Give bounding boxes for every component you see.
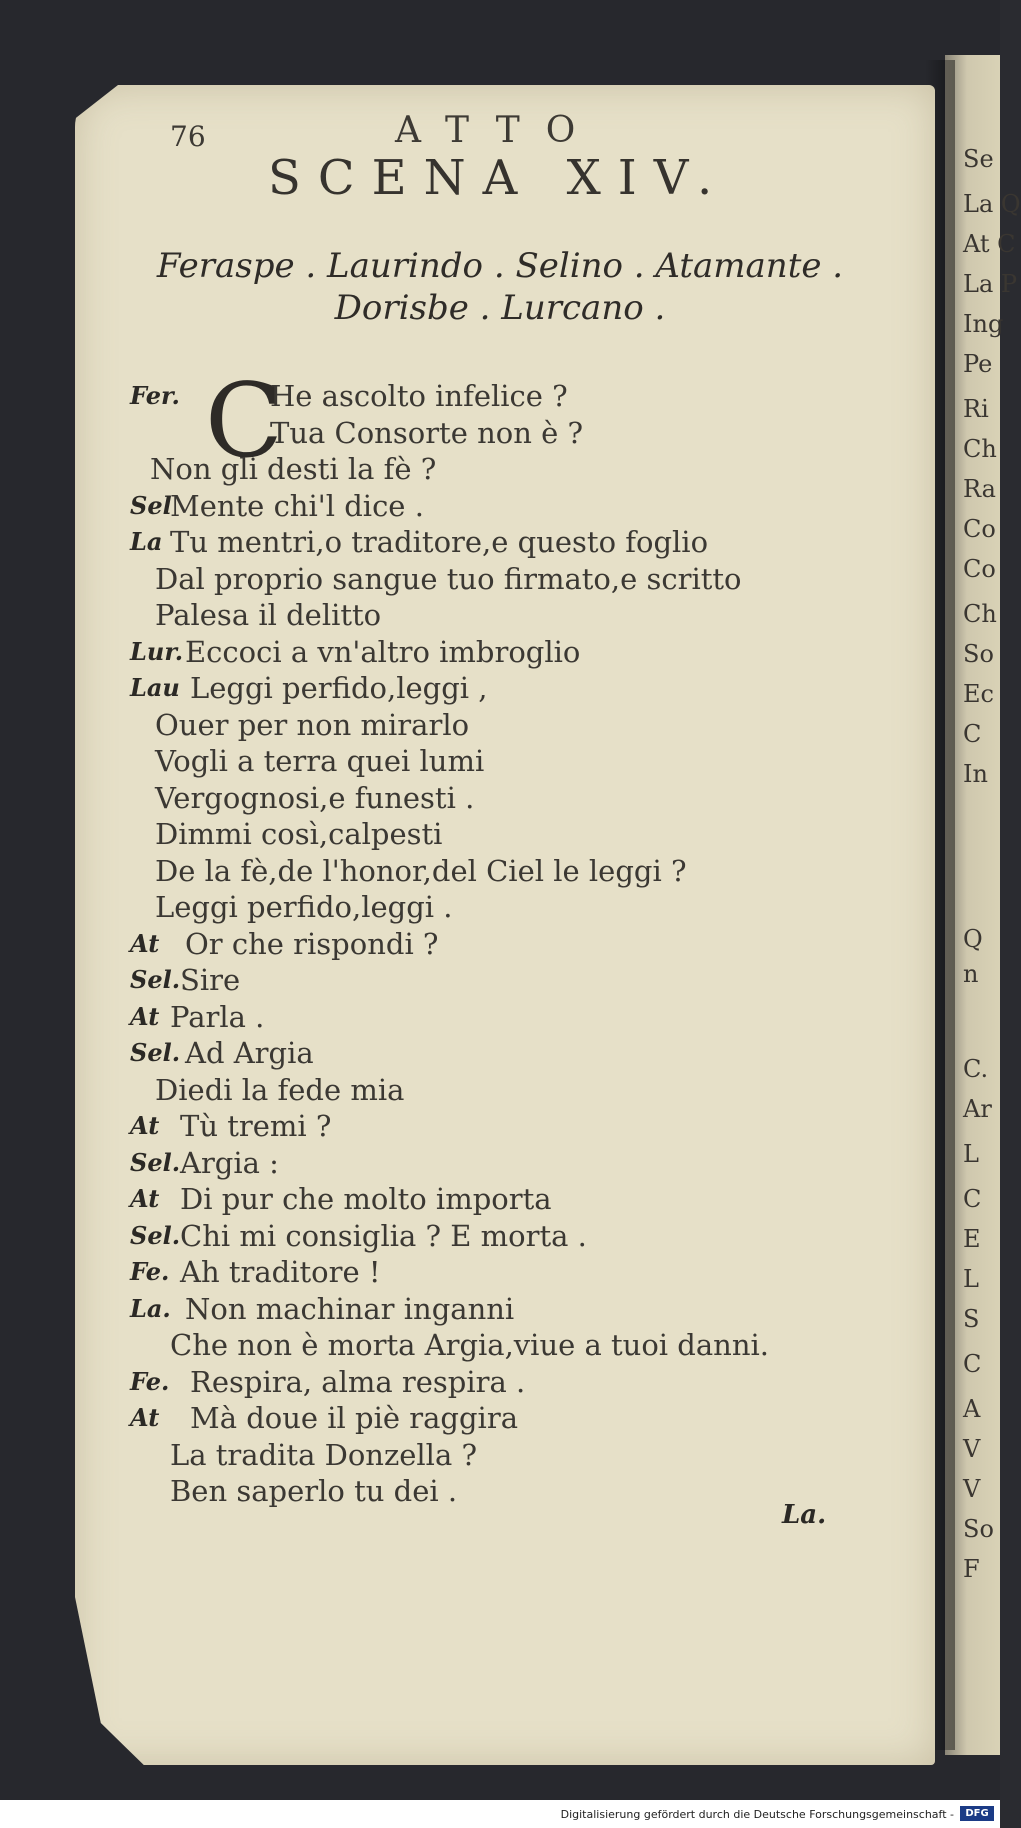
- facing-page-fragment: La P: [963, 270, 1018, 298]
- verse-text: Mà doue il piè raggira: [190, 1401, 518, 1435]
- character-list-line-2: Dorisbe . Lurcano .: [334, 288, 666, 328]
- facing-page-fragment: C.: [963, 1055, 989, 1083]
- dialogue-line: [130, 962, 920, 999]
- verse-text: Or che rispondi ?: [185, 926, 439, 961]
- facing-page-fragment: Ch: [963, 600, 997, 628]
- dfg-logo: DFG: [960, 1806, 994, 1821]
- facing-page-fragment: Ra: [963, 475, 996, 503]
- verse-text: La tradita Donzella ?: [170, 1437, 478, 1472]
- facing-page-fragment: La Q: [963, 190, 1021, 218]
- speaker-label: Sel.: [130, 1220, 181, 1250]
- dialogue-line: [130, 816, 920, 853]
- dialogue-line: [130, 378, 920, 415]
- facing-page-fragment: So: [963, 1515, 994, 1543]
- dialogue-line: [130, 1218, 920, 1255]
- dialogue-line: [130, 743, 920, 780]
- verse-text: Non machinar inganni: [185, 1291, 515, 1326]
- verse-text: Leggi perfido,leggi .: [155, 890, 453, 924]
- dialogue-line: [130, 488, 920, 525]
- facing-page-fragment: V: [963, 1475, 981, 1503]
- verse-text: Parla .: [170, 999, 265, 1034]
- running-head: ATTO: [395, 110, 602, 151]
- verse-text: De la fè,de l'honor,del Ciel le leggi ?: [155, 853, 687, 888]
- verse-text: Argia :: [180, 1145, 279, 1180]
- facing-page-fragment: Ec: [963, 680, 994, 708]
- footer-credit: Digitalisierung gefördert durch die Deutsche Forschungsgemeinschaft -: [560, 1808, 954, 1821]
- verse-text: Chi mi consiglia ? E morta .: [180, 1218, 587, 1253]
- facing-page-fragment: At C: [963, 230, 1016, 258]
- dialogue-line: [130, 670, 920, 707]
- verse-text: Mente chi'l dice .: [170, 488, 424, 523]
- dialogue-line: [130, 1181, 920, 1218]
- verse-text: Dal proprio sangue tuo firmato,e scritto: [155, 561, 742, 596]
- dialogue-line: [130, 1291, 920, 1328]
- dialogue-line: [130, 1035, 920, 1072]
- scene-title: SCENA XIV.: [268, 150, 730, 206]
- dialogue-line: [130, 1437, 920, 1474]
- facing-page-fragment: Pe: [963, 350, 993, 378]
- dialogue-line: [130, 524, 920, 561]
- dialogue-line: [130, 707, 920, 744]
- facing-page-fragment: L: [963, 1265, 979, 1293]
- verse-text: Palesa il delitto: [155, 598, 382, 632]
- verse-text: Leggi perfido,leggi ,: [190, 671, 488, 705]
- character-list-line-1: Feraspe . Laurindo . Selino . Atamante .: [156, 246, 844, 286]
- verse-text: Eccoci a vn'altro imbroglio: [185, 634, 581, 669]
- verse-text: He ascolto infelice ?: [270, 379, 568, 413]
- dialogue-line: [130, 1108, 920, 1145]
- verse-text: Ah traditore !: [180, 1255, 381, 1289]
- speaker-label: Sel.: [130, 1147, 181, 1177]
- speaker-label: At: [130, 1001, 160, 1031]
- facing-page-fragment: Co: [963, 515, 996, 543]
- dialogue-line: [130, 1254, 920, 1291]
- dialogue-line: [130, 1364, 920, 1401]
- verse-text: Sire: [180, 963, 241, 997]
- dialogue-line: [130, 1327, 920, 1364]
- speaker-label: At: [130, 1403, 160, 1432]
- speaker-label: Sel.: [130, 965, 181, 994]
- facing-page-fragment: Ch: [963, 435, 997, 463]
- speaker-label: At: [130, 1111, 160, 1140]
- dialogue-line: [130, 561, 920, 598]
- facing-page-fragment: F: [963, 1555, 980, 1583]
- facing-page-fragment: C: [963, 1185, 982, 1213]
- facing-page-fragment: Ing: [963, 310, 1004, 338]
- dialogue: [130, 378, 920, 1510]
- speaker-label: Lau: [130, 673, 180, 702]
- verse-text: Non gli desti la fè ?: [150, 452, 437, 486]
- dialogue-line: [130, 1400, 920, 1437]
- verse-text: Di pur che molto importa: [180, 1182, 552, 1216]
- facing-page-fragment: E: [963, 1225, 981, 1253]
- footer-bar: [0, 1800, 1000, 1828]
- catchword: La.: [782, 1500, 827, 1530]
- speaker-label: Lur.: [130, 636, 184, 666]
- facing-page-fragment: A: [963, 1395, 981, 1423]
- dialogue-line: [130, 415, 920, 452]
- dialogue-line: [130, 999, 920, 1036]
- verse-text: Che non è morta Argia,viue a tuoi danni.: [170, 1328, 770, 1362]
- verse-text: Ben saperlo tu dei .: [170, 1474, 458, 1508]
- facing-page-fragment: Ri: [963, 395, 989, 423]
- verse-text: Diedi la fede mia: [155, 1072, 405, 1107]
- facing-page-fragment: Co: [963, 555, 996, 583]
- speaker-label: Sel: [130, 490, 172, 520]
- verse-text: Ad Argia: [185, 1036, 314, 1070]
- speaker-label: At: [130, 1184, 160, 1213]
- verse-text: Tu mentri,o traditore,e questo foglio: [170, 525, 709, 559]
- speaker-label: Fe.: [130, 1366, 170, 1396]
- facing-page-fragment: C: [963, 1350, 982, 1378]
- verse-text: Dimmi così,calpesti: [155, 817, 443, 851]
- dialogue-line: [130, 853, 920, 890]
- facing-page-fragment: Q: [963, 925, 983, 953]
- facing-page-fragment: L: [963, 1140, 979, 1168]
- facing-page-fragment: Se: [963, 145, 994, 173]
- verse-text: Vergognosi,e funesti .: [155, 780, 475, 815]
- facing-page-fragment: C: [963, 720, 982, 748]
- speaker-label: Sel.: [130, 1038, 181, 1067]
- dialogue-line: [130, 1072, 920, 1109]
- verse-text: Tù tremi ?: [180, 1109, 332, 1143]
- dialogue-line: [130, 926, 920, 963]
- verse-text: Ouer per non mirarlo: [155, 707, 470, 742]
- dialogue-line: [130, 780, 920, 817]
- speaker-label: Fe.: [130, 1257, 170, 1286]
- verse-text: Tua Consorte non è ?: [270, 415, 584, 450]
- drop-cap: C: [205, 362, 284, 481]
- facing-page-fragment: In: [963, 760, 988, 788]
- dialogue-line: [130, 451, 920, 488]
- speaker-label: La: [130, 527, 163, 556]
- facing-page-fragment: S: [963, 1305, 980, 1333]
- speaker-label: La.: [130, 1293, 171, 1323]
- dialogue-line: [130, 634, 920, 671]
- dialogue-line: [130, 889, 920, 926]
- speaker-label: At: [130, 928, 160, 958]
- character-list: [120, 245, 880, 329]
- verse-text: Vogli a terra quei lumi: [155, 744, 485, 778]
- dialogue-line: [130, 1145, 920, 1182]
- facing-page-fragment: So: [963, 640, 994, 668]
- verse-text: Respira, alma respira .: [190, 1364, 526, 1399]
- facing-page-fragment: n: [963, 960, 979, 988]
- dialogue-line: [130, 597, 920, 634]
- page-number: 76: [170, 120, 206, 153]
- facing-page-fragment: Ar: [963, 1095, 992, 1123]
- facing-page-fragment: V: [963, 1435, 981, 1463]
- speaker-label: Fer.: [130, 381, 180, 410]
